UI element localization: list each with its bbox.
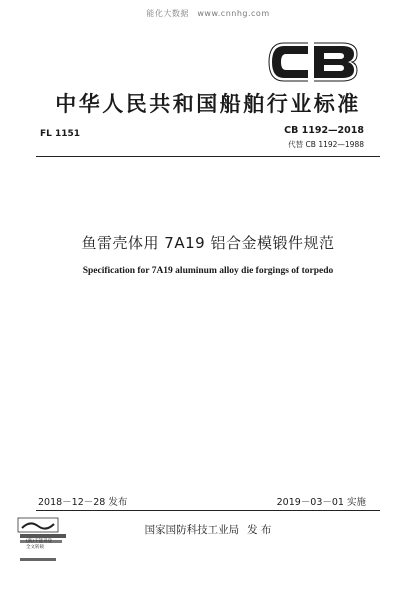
standard-number: CB 1192—2018 [284,125,364,136]
watermark-text: 能化大数据 www.cnnhg.com [146,9,270,18]
stamp-caption [26,538,52,550]
standard-category: 中华人民共和国船舶行业标准 [55,92,361,116]
classification-code: FL 1151 [40,129,81,139]
publisher-suffix: 发 布 [247,524,272,536]
bottom-divider [36,510,380,511]
publisher-line [0,522,416,537]
implementation-date: 2019－03－01 实施 [276,497,366,508]
replaces-standard: 代替 CB 1192—1988 [288,140,364,149]
stamp-line-1: (新)不能刊登 [26,539,53,544]
title-english: Specification for 7A19 aluminum alloy die forgings of torpedo [82,266,334,276]
cb-logo-icon [268,40,358,84]
stamp-line-2: 全文转载 [26,545,44,550]
issue-date: 2018－12－28 发布 [38,497,128,508]
publisher-name: 国家国防科技工业局 [144,524,240,536]
title-chinese: 鱼雷壳体用 7A19 铝合金模锻件规范 [81,234,335,252]
top-divider [36,156,380,157]
